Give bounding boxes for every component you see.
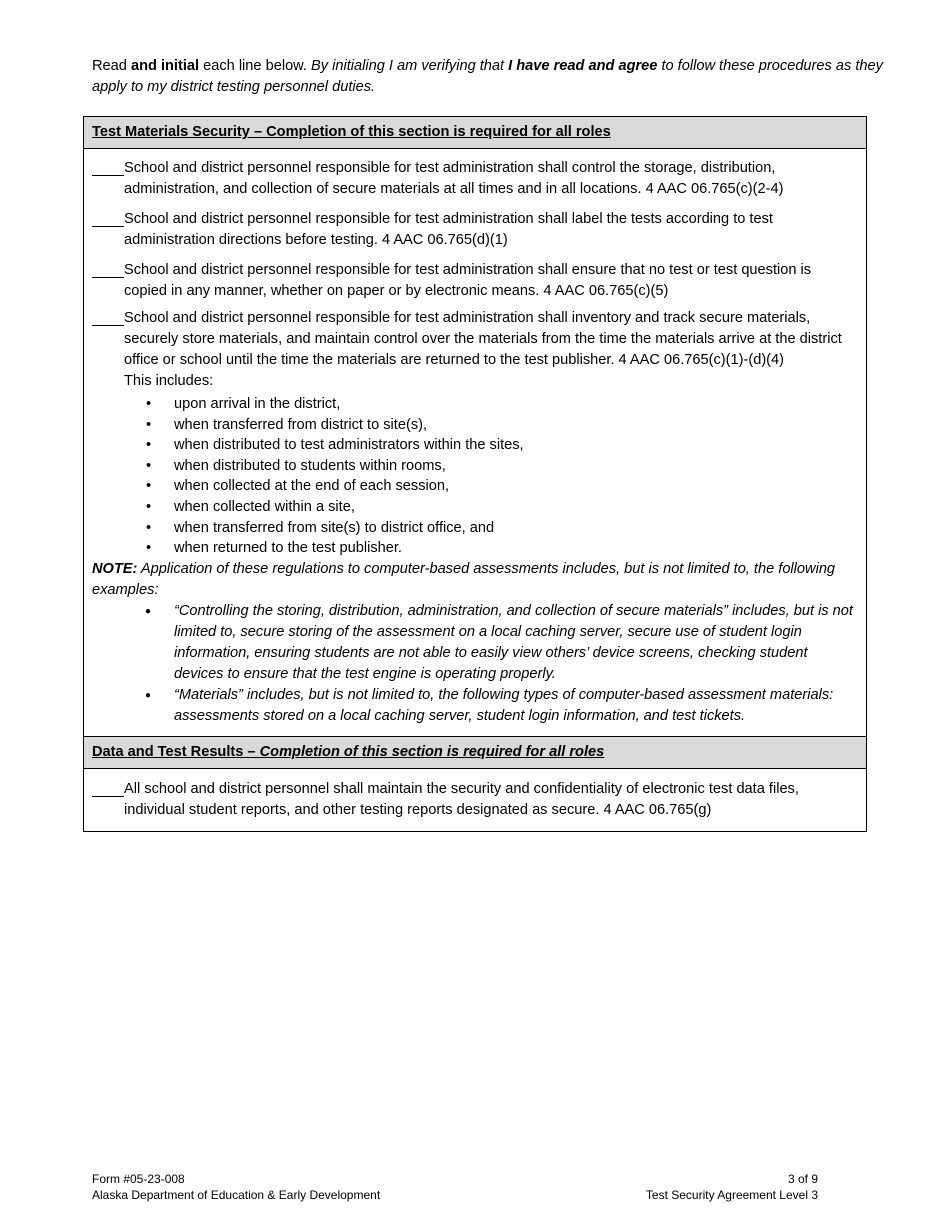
list-item: • when returned to the test publisher. (92, 538, 858, 559)
initial-item: School and district personnel responsible for test administration shall label the tests according to test administration directions before testing. 4 AAC 06.765(d)(1) (92, 209, 858, 251)
page-number: 3 of 9 (787, 1172, 818, 1186)
department-name: Alaska Department of Education & Early Development (92, 1188, 381, 1202)
footer-right (646, 1171, 818, 1203)
form-number: Form #05-23-008 (92, 1172, 185, 1186)
section-header-data: Data and Test Results – Completion of this section is required for all roles (84, 736, 867, 768)
list-item: • when transferred from district to site(s), (92, 415, 858, 436)
initial-blank[interactable] (92, 158, 124, 176)
initial-item: All school and district personnel shall maintain the security and confidentiality of electronic test data files, individual student reports, and other testing reports designated as secure. 4 AAC 06.765(g) (92, 779, 858, 821)
includes-list (92, 394, 858, 559)
section-header-materials: Test Materials Security – Completion of this section is required for all roles (84, 117, 867, 149)
section-body-materials (84, 149, 867, 737)
initial-blank[interactable] (92, 779, 124, 797)
list-item: • when distributed to test administrators within the sites, (92, 435, 858, 456)
initial-blank[interactable] (92, 260, 124, 278)
list-item: • when collected within a site, (92, 497, 858, 518)
document-title: Test Security Agreement Level 3 (645, 1188, 818, 1202)
list-item: ● “Controlling the storing, distribution, administration, and collection of secure materials” includes, but is not limited to, secure storing of the assessment on a local caching server, secure use of student login information, ensuring students are not able to easily view others’ device screens, checking student devices to ensure that the test engine is operating properly. (92, 601, 858, 685)
list-item: • when distributed to students within rooms, (92, 456, 858, 477)
includes-label: This includes: (124, 373, 214, 389)
footer-left (92, 1171, 380, 1203)
list-item: • when collected at the end of each session, (92, 476, 858, 497)
initial-item: School and district personnel responsible for test administration shall inventory and track secure materials, securely store materials, and maintain control over the materials from the time the materials arrive at the district office or school until the time the materials are returned to the test publisher. 4 AAC 06.765(c)(1)-(d)(4) This includes: (92, 308, 858, 392)
agreement-table (83, 116, 867, 832)
initial-item: School and district personnel responsible for test administration shall ensure that no test or test question is copied in any manner, whether on paper or by electronic means. 4 AAC 06.765(c)(5) (92, 260, 858, 302)
list-item: ● “Materials” includes, but is not limited to, the following types of computer-based assessment materials: assessments stored on a local caching server, student login information, and test tickets. (92, 685, 858, 727)
note: NOTE: Application of these regulations to computer-based assessments includes, but is not limited to, the following examples: (92, 560, 836, 598)
examples-list (92, 601, 858, 727)
list-item: • when transferred from site(s) to district office, and (92, 518, 858, 539)
list-item: • upon arrival in the district, (92, 394, 858, 415)
section-body-data (84, 768, 867, 831)
initial-blank[interactable] (92, 209, 124, 227)
instructions: Read and initial each line below. By initialing I am verifying that I have read and agree to follow these procedures as they apply to my district testing personnel duties. (92, 58, 883, 95)
initial-item: School and district personnel responsible for test administration shall control the storage, distribution, administration, and collection of secure materials at all times and in all locations. 4 AAC 06.765(c)(2-4) (92, 158, 858, 200)
initial-blank[interactable] (92, 308, 124, 326)
